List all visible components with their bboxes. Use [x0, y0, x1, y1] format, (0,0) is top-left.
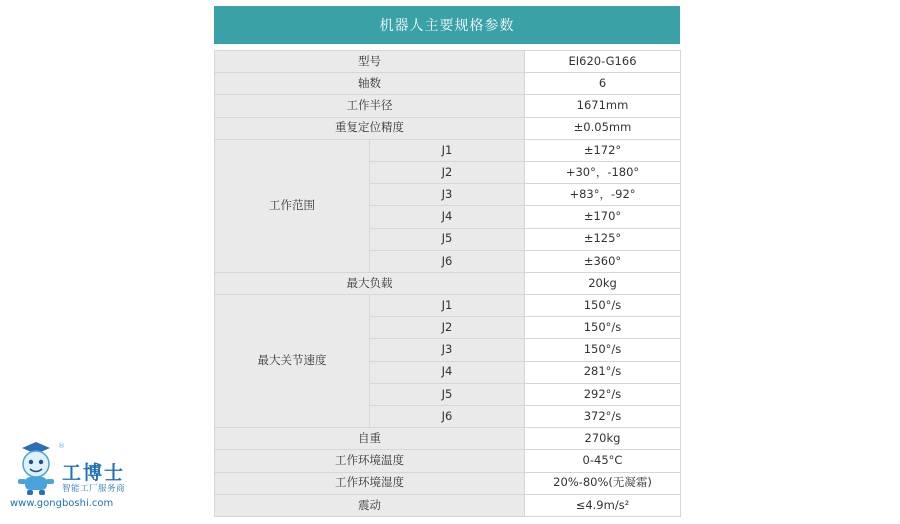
joint-label: J6 — [370, 250, 525, 272]
row-value: 20kg — [525, 272, 681, 294]
group-label: 最大关节速度 — [215, 295, 370, 428]
row-value: 270kg — [525, 428, 681, 450]
row-value: 1671mm — [525, 95, 681, 117]
brand-name: 工博士 — [62, 462, 126, 484]
table-row — [215, 450, 681, 472]
row-value: EI620-G166 — [525, 51, 681, 73]
row-label: 最大负载 — [215, 272, 525, 294]
group-label: 工作范围 — [215, 139, 370, 272]
joint-label: J5 — [370, 228, 525, 250]
joint-label: J6 — [370, 406, 525, 428]
joint-label: J4 — [370, 361, 525, 383]
joint-label: J4 — [370, 206, 525, 228]
joint-value: +83°，-92° — [525, 184, 681, 206]
registered-mark: ® — [58, 442, 65, 450]
table-row — [215, 73, 681, 95]
row-label: 工作半径 — [215, 95, 525, 117]
row-label: 型号 — [215, 51, 525, 73]
joint-label: J3 — [370, 184, 525, 206]
joint-label: J1 — [370, 139, 525, 161]
row-label: 轴数 — [215, 73, 525, 95]
joint-label: J1 — [370, 295, 525, 317]
table-row — [215, 295, 681, 317]
joint-value: +30°，-180° — [525, 161, 681, 183]
watermark-logo — [6, 440, 206, 520]
joint-value: ±172° — [525, 139, 681, 161]
table-row — [215, 272, 681, 294]
joint-value: ±170° — [525, 206, 681, 228]
table-row — [215, 117, 681, 139]
row-value: 6 — [525, 73, 681, 95]
row-label: 震动 — [215, 494, 525, 516]
table-row — [215, 472, 681, 494]
joint-value: 372°/s — [525, 406, 681, 428]
spec-table — [214, 50, 681, 517]
joint-label: J2 — [370, 161, 525, 183]
row-label: 重复定位精度 — [215, 117, 525, 139]
joint-value: ±360° — [525, 250, 681, 272]
joint-label: J3 — [370, 339, 525, 361]
row-value: 0-45°C — [525, 450, 681, 472]
joint-value: ±125° — [525, 228, 681, 250]
row-label: 工作环境湿度 — [215, 472, 525, 494]
table-row — [215, 51, 681, 73]
joint-value: 150°/s — [525, 317, 681, 339]
brand-slogan: 智能工厂服务商 — [62, 484, 126, 494]
joint-value: 281°/s — [525, 361, 681, 383]
mascot-icon — [10, 440, 58, 496]
table-row — [215, 139, 681, 161]
row-value: ±0.05mm — [525, 117, 681, 139]
table-title: 机器人主要规格参数 — [214, 6, 680, 44]
joint-value: 150°/s — [525, 339, 681, 361]
joint-label: J5 — [370, 383, 525, 405]
table-row — [215, 95, 681, 117]
row-label: 工作环境温度 — [215, 450, 525, 472]
table-row — [215, 494, 681, 516]
joint-value: 292°/s — [525, 383, 681, 405]
row-value: 20%-80%(无凝霜) — [525, 472, 681, 494]
row-label: 自重 — [215, 428, 525, 450]
joint-value: 150°/s — [525, 295, 681, 317]
joint-label: J2 — [370, 317, 525, 339]
brand-url: www.gongboshi.com — [10, 498, 114, 509]
table-row — [215, 428, 681, 450]
row-value: ≤4.9m/s² — [525, 494, 681, 516]
